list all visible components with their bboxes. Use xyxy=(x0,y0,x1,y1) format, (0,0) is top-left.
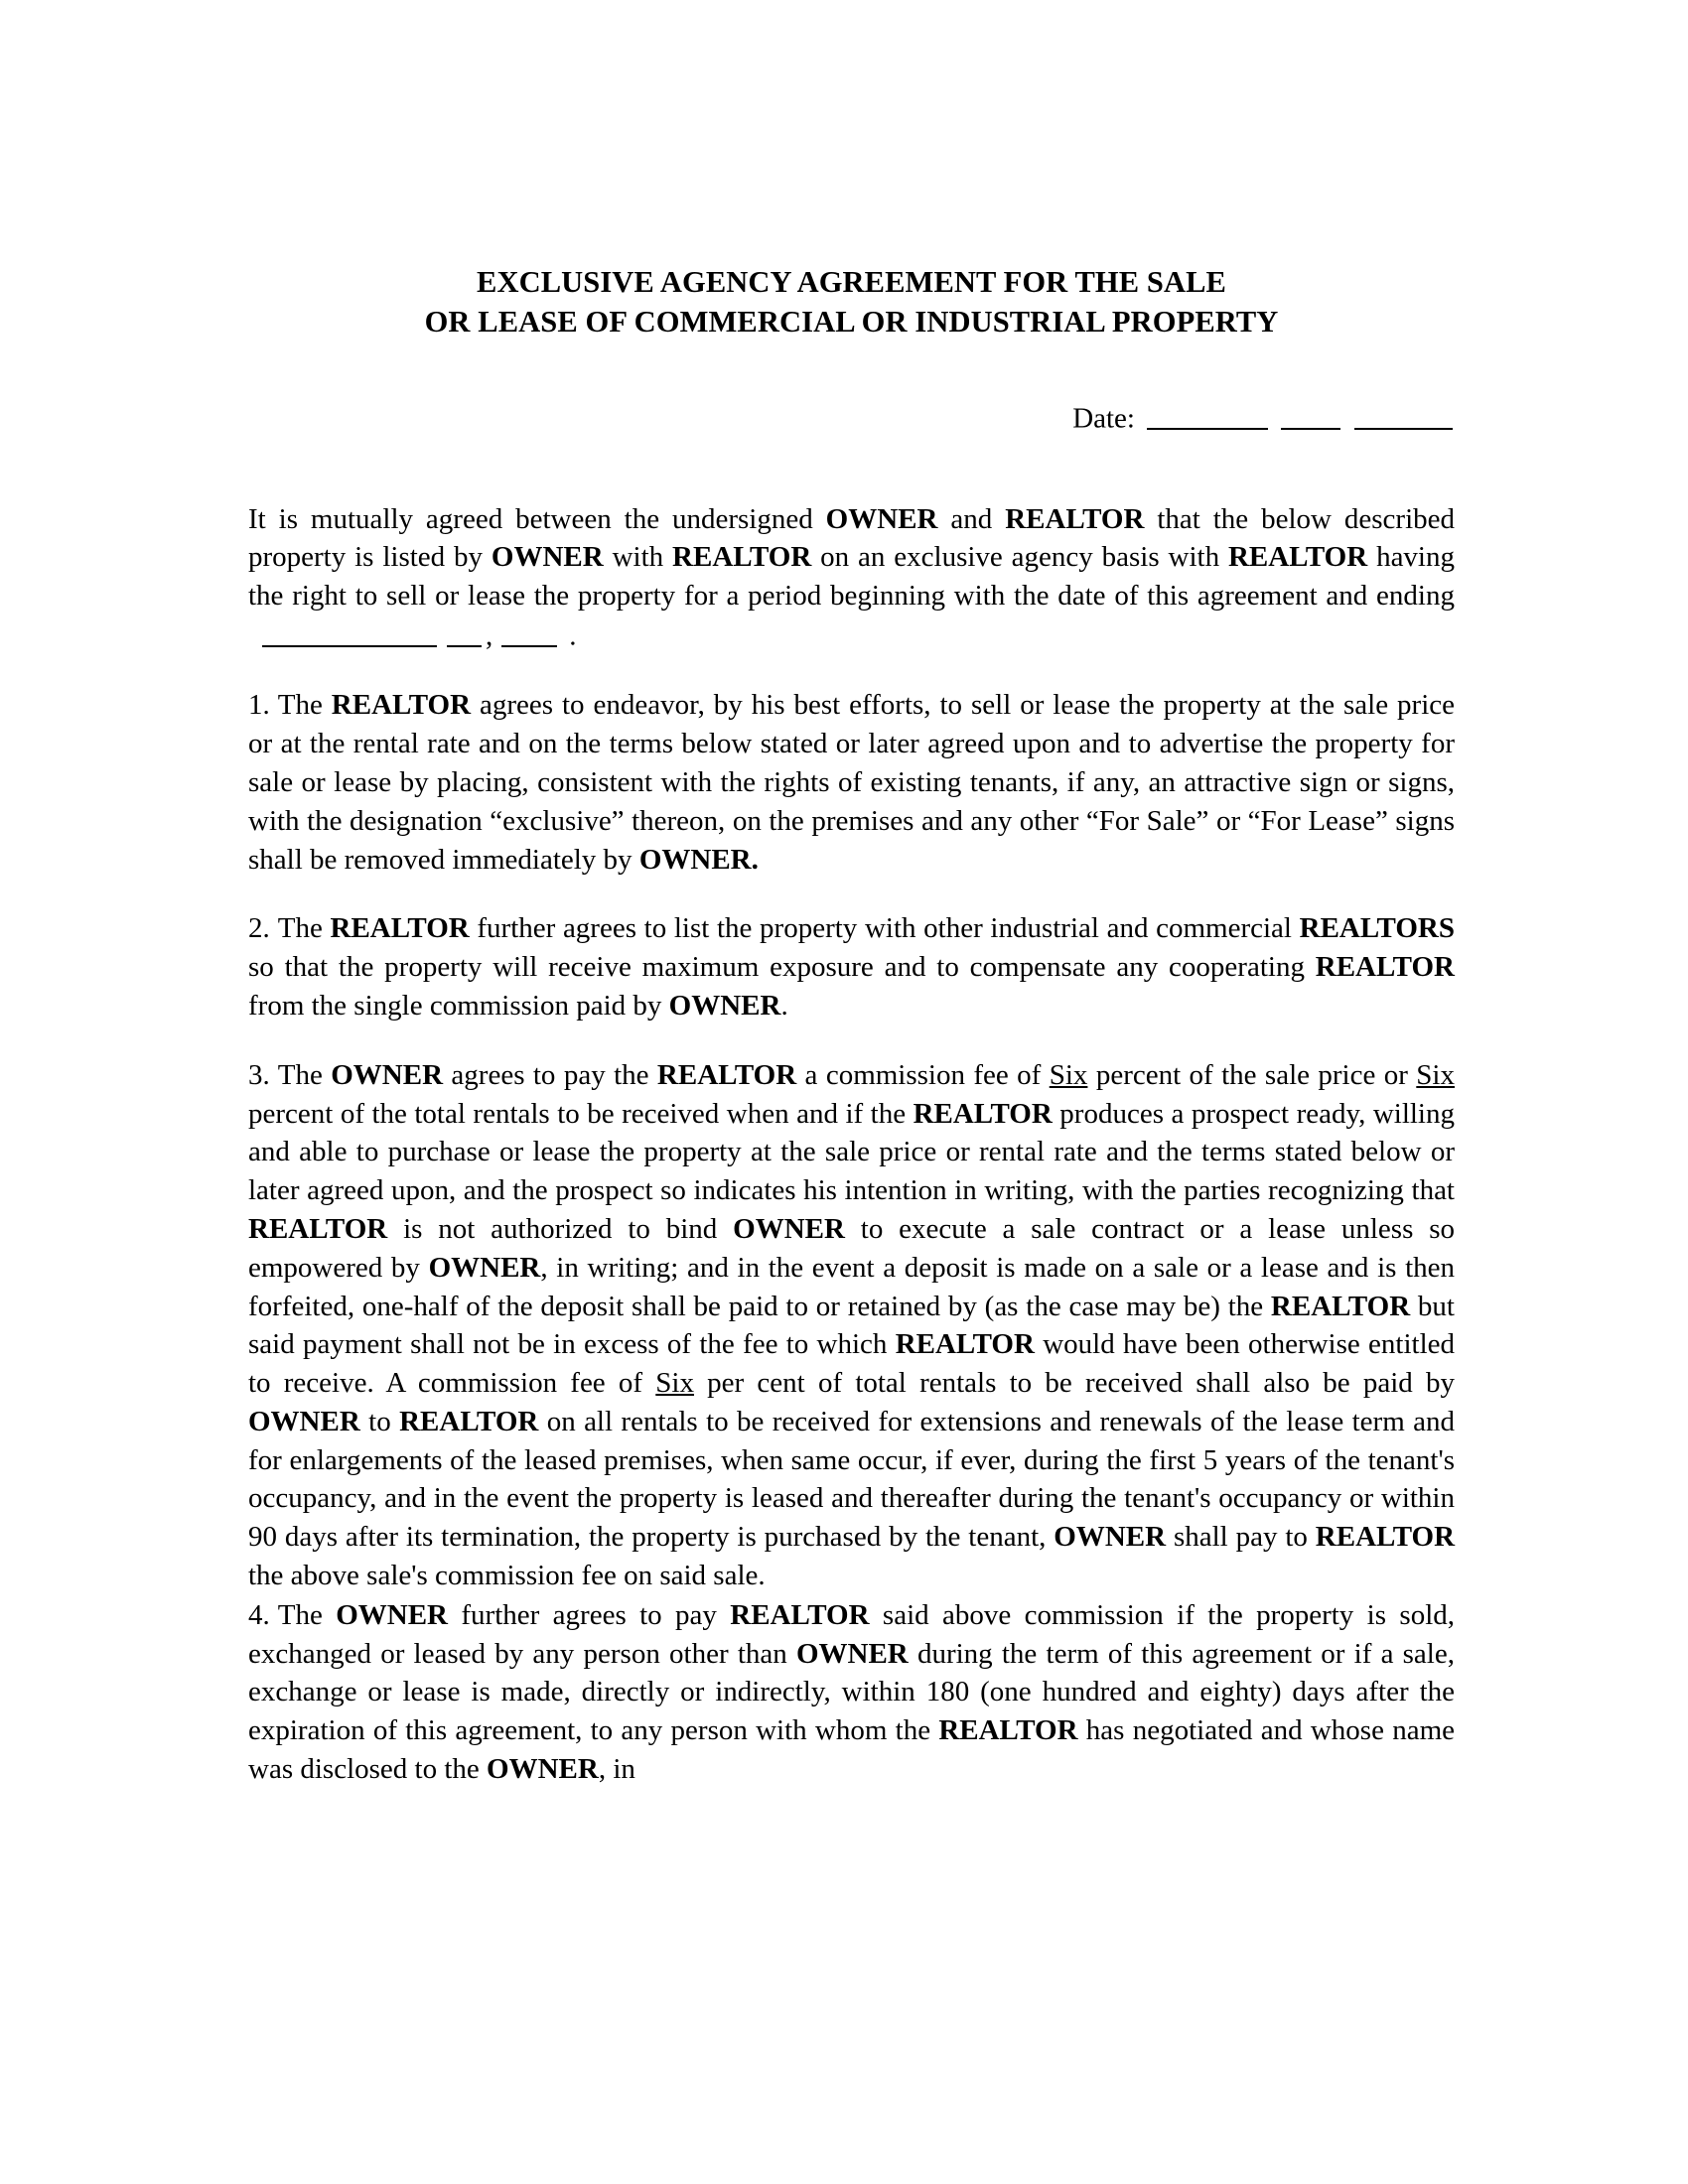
clause-2-owner: OWNER xyxy=(668,989,781,1022)
clause-3-owner-3: OWNER xyxy=(428,1251,541,1284)
clause-1-owner: OWNER. xyxy=(638,843,759,876)
clause-3-text-6: produces a prospect ready, willing and able to purchase or lease the property at the sale price or rental rate and the terms stated below or later agreed upon, and the prospect so indicates his intention in writing, with the parties recognizing that xyxy=(248,1097,1455,1207)
clause-3-owner-5: OWNER xyxy=(1054,1521,1167,1554)
document-body xyxy=(248,0,1455,1789)
clause-3-text-3: a commission fee of xyxy=(796,1058,1050,1091)
clause-2-text-1: The xyxy=(277,912,331,945)
clause-4-text-3: said above commission if the property is sold, exchanged or leased by any person other than xyxy=(248,1598,1455,1670)
intro-realtor-3: REALTOR xyxy=(1227,541,1368,574)
clause-4 xyxy=(248,1596,1455,1789)
date-field-row xyxy=(248,398,1455,439)
clause-2-text-4: from the single commission paid by xyxy=(248,989,669,1022)
clause-3-text-15: shall pay to xyxy=(1166,1521,1316,1554)
clause-2-text-2: further agrees to list the property with other industrial and commercial xyxy=(469,912,1300,945)
clause-1-realtor: REALTOR xyxy=(331,689,472,722)
date-blank-month[interactable] xyxy=(1147,398,1268,430)
clause-1-number: 1. xyxy=(248,689,270,722)
clause-3-commission-percent-sale[interactable]: Six xyxy=(1049,1058,1088,1091)
clause-4-realtor-2: REALTOR xyxy=(938,1714,1078,1747)
clause-4-text-4: during the term of this agreement or if a sale, exchange or lease is made, directly or indirectly, within 180 (one hundred and eighty) days after the expiration of this agreement, to any person with whom the xyxy=(248,1637,1455,1747)
clause-4-text-1: The xyxy=(277,1598,337,1631)
title-line-1: EXCLUSIVE AGENCY AGREEMENT FOR THE SALE xyxy=(477,265,1226,299)
date-blank-day[interactable] xyxy=(1281,398,1340,430)
clause-3-text-12: per cent of total rentals to be received shall also be paid by xyxy=(693,1367,1456,1400)
date-label: Date: xyxy=(1072,402,1135,435)
clause-2-realtor-1: REALTOR xyxy=(330,912,470,945)
ending-period: . xyxy=(569,619,577,652)
clause-1-text-1: The xyxy=(277,689,332,722)
clause-2-number: 2. xyxy=(248,912,270,945)
clause-3-text-13: to xyxy=(359,1405,400,1437)
clause-4-owner-3: OWNER xyxy=(487,1753,599,1786)
clause-3-realtor-1: REALTOR xyxy=(656,1058,797,1091)
clause-2-text-5: . xyxy=(780,989,788,1022)
intro-owner-1: OWNER xyxy=(825,502,938,535)
intro-text-6: having the right to sell or lease the property for a period beginning with the date of this agreement and ending xyxy=(248,541,1455,613)
ending-blank-day[interactable] xyxy=(447,615,482,647)
intro-text-4: with xyxy=(603,541,673,574)
clause-2-text-3: so that the property will receive maximum exposure and to compensate any cooperating xyxy=(248,951,1316,984)
intro-text-2: and xyxy=(937,502,1006,535)
clause-3-text-1: The xyxy=(277,1058,332,1091)
page-title xyxy=(248,0,1455,341)
intro-paragraph xyxy=(248,500,1455,656)
clause-3-commission-percent-total-rentals[interactable]: Six xyxy=(655,1367,694,1400)
clause-4-text-5: has negotiated and whose name was disclosed to the xyxy=(248,1714,1456,1786)
clause-3-realtor-2: REALTOR xyxy=(913,1097,1053,1130)
clause-2 xyxy=(248,909,1455,1024)
clause-3-text-10: but said payment shall not be in excess of the fee to which xyxy=(248,1290,1455,1361)
intro-text-3: that the below described property is listed by xyxy=(248,502,1456,574)
clause-3-owner-2: OWNER xyxy=(733,1212,845,1245)
clause-3-owner-1: OWNER xyxy=(331,1058,444,1091)
intro-text-5: on an exclusive agency basis with xyxy=(811,541,1228,574)
clause-1-text-2: agrees to endeavor, by his best efforts, to sell or lease the property at the sale price or at the rental rate and on the terms below stated or later agreed upon and to advertise the property for sale or lease by placing, consistent with the rights of existing tenants, if any, an attractive sign or signs, with the designation “exclusive” thereon, on the premises and any other “For Sale” or “For Lease” signs shall be removed immediately by xyxy=(248,689,1455,876)
intro-text-1: It is mutually agreed between the undersigned xyxy=(248,502,826,535)
clause-4-text-2: further agrees to pay xyxy=(448,1598,731,1631)
clause-3-realtor-4: REALTOR xyxy=(1270,1290,1411,1322)
clause-3-realtor-6: REALTOR xyxy=(399,1405,539,1437)
clause-3-text-5: percent of the total rentals to be received when and if the xyxy=(248,1097,914,1130)
clause-4-owner-1: OWNER xyxy=(336,1598,449,1631)
clause-3-commission-percent-rentals[interactable]: Six xyxy=(1416,1058,1455,1091)
clause-4-number: 4. xyxy=(248,1598,270,1631)
clause-3-text-4: percent of the sale price or xyxy=(1087,1058,1417,1091)
clause-3-text-2: agrees to pay the xyxy=(443,1058,657,1091)
clause-3-realtor-5: REALTOR xyxy=(895,1328,1035,1361)
clause-3-realtor-7: REALTOR xyxy=(1315,1521,1456,1554)
date-blank-year[interactable] xyxy=(1354,398,1453,430)
ending-blank-year[interactable] xyxy=(501,615,557,647)
clause-3 xyxy=(248,1056,1455,1595)
clause-3-owner-4: OWNER xyxy=(248,1405,360,1437)
clause-3-text-11: would have been otherwise entitled to receive. A commission fee of xyxy=(248,1328,1455,1400)
ending-comma: , xyxy=(486,619,493,652)
clause-3-text-7: is not authorized to bind xyxy=(387,1212,734,1245)
clause-4-text-6: , in xyxy=(598,1753,635,1786)
intro-owner-2: OWNER xyxy=(491,541,604,574)
clause-4-owner-2: OWNER xyxy=(795,1637,909,1670)
intro-realtor-2: REALTOR xyxy=(672,541,812,574)
ending-blank-month[interactable] xyxy=(262,615,437,647)
clause-3-number: 3. xyxy=(248,1058,270,1091)
clause-1 xyxy=(248,686,1455,879)
clause-3-realtor-3: REALTOR xyxy=(248,1212,388,1245)
clause-3-text-16: the above sale's commission fee on said sale. xyxy=(248,1560,766,1592)
intro-realtor-1: REALTOR xyxy=(1005,502,1145,535)
title-line-2: OR LEASE OF COMMERCIAL OR INDUSTRIAL PROPERTY xyxy=(424,305,1279,339)
clause-2-realtor-2: REALTOR xyxy=(1315,951,1455,984)
clause-4-realtor-1: REALTOR xyxy=(730,1598,870,1631)
clause-3-text-8: to execute a sale contract or a lease unless so empowered by xyxy=(248,1212,1455,1284)
clause-2-realtors: REALTORS xyxy=(1299,912,1455,945)
clause-3-text-9: , in writing; and in the event a deposit is made on a sale or a lease and is then forfeited, one-half of the deposit shall be paid to or retained by (as the case may be) the xyxy=(248,1251,1455,1322)
clause-3-text-14: on all rentals to be received for extensions and renewals of the lease term and for enlargements of the leased premises, when same occur, if ever, during the first 5 years of the tenant's occupancy, and in the event the property is leased and thereafter during the tenant's occupancy or within 90 days after its termination, the property is purchased by the tenant, xyxy=(248,1405,1455,1554)
